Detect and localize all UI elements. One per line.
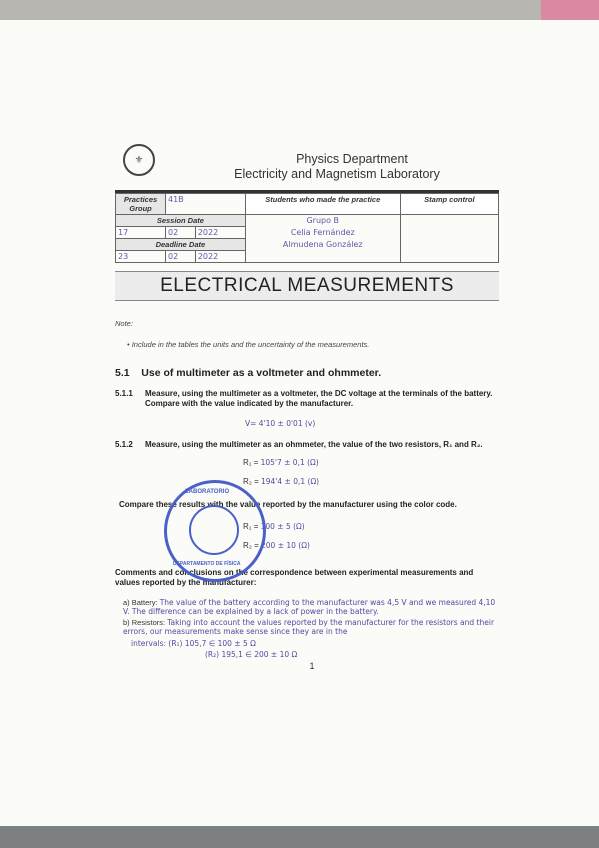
section-5-1-title: Use of multimeter as a voltmeter and ohmmeter.: [141, 367, 382, 379]
section-5-1-num: 5.1: [115, 367, 130, 379]
background-top: [0, 0, 599, 22]
r2-color-label: R₂ =: [243, 541, 259, 550]
r2-measured-value: 194'4 ± 0,1 (Ω): [261, 477, 320, 486]
r1-color-value: 100 ± 5 (Ω): [260, 522, 305, 531]
note-bullet: • Include in the tables the units and the uncertainty of the measurements.: [127, 340, 370, 349]
form-header: [115, 138, 499, 193]
r1-measured-row: [243, 458, 499, 467]
r1-color-label: R₁ =: [243, 522, 259, 531]
students-label: Students who made the practice: [245, 194, 400, 215]
section-5-1: [115, 367, 499, 379]
r1-color-row: [243, 522, 499, 531]
voltage-result: V= 4'10 ± 0'01 (v): [245, 419, 316, 428]
section-5-1-2-text: Measure, using the multimeter as an ohmmeter, the value of the two resistors, R₁ and R₂.: [145, 440, 483, 449]
comment-resistors: [123, 618, 499, 636]
comment-battery-text: The value of the battery according to the manufacturer was 4,5 V and we measured 4,10 V. The difference can be explained by a lack of power in the battery.: [123, 598, 496, 616]
r2-color-value: 200 ± 10 (Ω): [261, 541, 310, 550]
page-title: ELECTRICAL MEASUREMENTS: [115, 271, 499, 301]
section-5-1-1-num: 5.1.1: [115, 389, 133, 398]
stamp-control-cell: [400, 215, 498, 263]
student-2: Almudena González: [282, 240, 363, 249]
comment-resistors-text: Taking into account the values reported by the manufacturer for the resistors and their errors, our measurements make sense since they are in the: [123, 618, 495, 636]
comment-interval-1: intervals: (R₁) 105,7 ∈ 100 ± 5 Ω: [131, 639, 256, 648]
group-name: Grupo B: [306, 216, 340, 225]
practice-form: [115, 138, 499, 671]
r2-color-row: [243, 541, 499, 550]
section-5-1-1-text: Measure, using the multimeter as a voltmeter, the DC voltage at the terminals of the battery. Compare with the value indicated by the manufacturer.: [145, 389, 493, 408]
stamp-top-text: LABORATORIO: [185, 489, 230, 495]
stamp-inner-circle: [189, 505, 239, 555]
university-logo-icon: ⚜: [123, 144, 155, 176]
comment-interval-2: (R₂) 195,1 ∈ 200 ± 10 Ω: [205, 650, 298, 659]
background-bottom: [0, 826, 599, 848]
session-year: 2022: [195, 227, 245, 239]
comments-heading: Comments and conclusions on the correspondence between experimental measurements and values reported by the manufacturer:: [115, 568, 474, 587]
compare-text: Compare these results with the value reported by the manufacturer using the color code.: [119, 500, 457, 509]
deadline-month: 02: [166, 251, 196, 263]
r2-measured-row: [243, 477, 499, 486]
section-5-1-2: [115, 440, 499, 450]
comment-resistors-label: b) Resistors:: [123, 618, 166, 627]
department-title: Physics Department: [296, 152, 408, 166]
deadline-day: 23: [116, 251, 166, 263]
page-number: 1: [309, 661, 315, 671]
comment-battery-label: a) Battery:: [123, 598, 158, 607]
student-1: Celia Fernández: [290, 228, 355, 237]
practices-group-value: 41B: [166, 194, 246, 215]
section-5-1-2-num: 5.1.2: [115, 440, 133, 449]
session-date-label: Session Date: [116, 215, 246, 227]
deadline-year: 2022: [195, 251, 245, 263]
lab-title: Electricity and Magnetism Laboratory: [234, 167, 440, 181]
r2-measured-label: R₂ =: [243, 477, 259, 486]
students-cell: [245, 215, 400, 263]
deadline-date-label: Deadline Date: [116, 239, 246, 251]
session-month: 02: [166, 227, 196, 239]
department-stamp: [164, 480, 266, 582]
practice-info-table: [115, 193, 499, 263]
session-day: 17: [116, 227, 166, 239]
note-text: Include in the tables the units and the uncertainty of the measurements.: [131, 340, 370, 349]
note-label: Note:: [115, 319, 133, 328]
stamp-control-label: Stamp control: [400, 194, 498, 215]
r1-measured-label: R₁ =: [243, 458, 259, 467]
practices-group-label: Practices Group: [116, 194, 166, 215]
comment-battery: [123, 598, 499, 616]
section-5-1-1: [115, 389, 499, 409]
stamp-bottom-text: DEPARTAMENTO DE FÍSICA: [173, 561, 241, 567]
r1-measured-value: 105'7 ± 0,1 (Ω): [260, 458, 319, 467]
